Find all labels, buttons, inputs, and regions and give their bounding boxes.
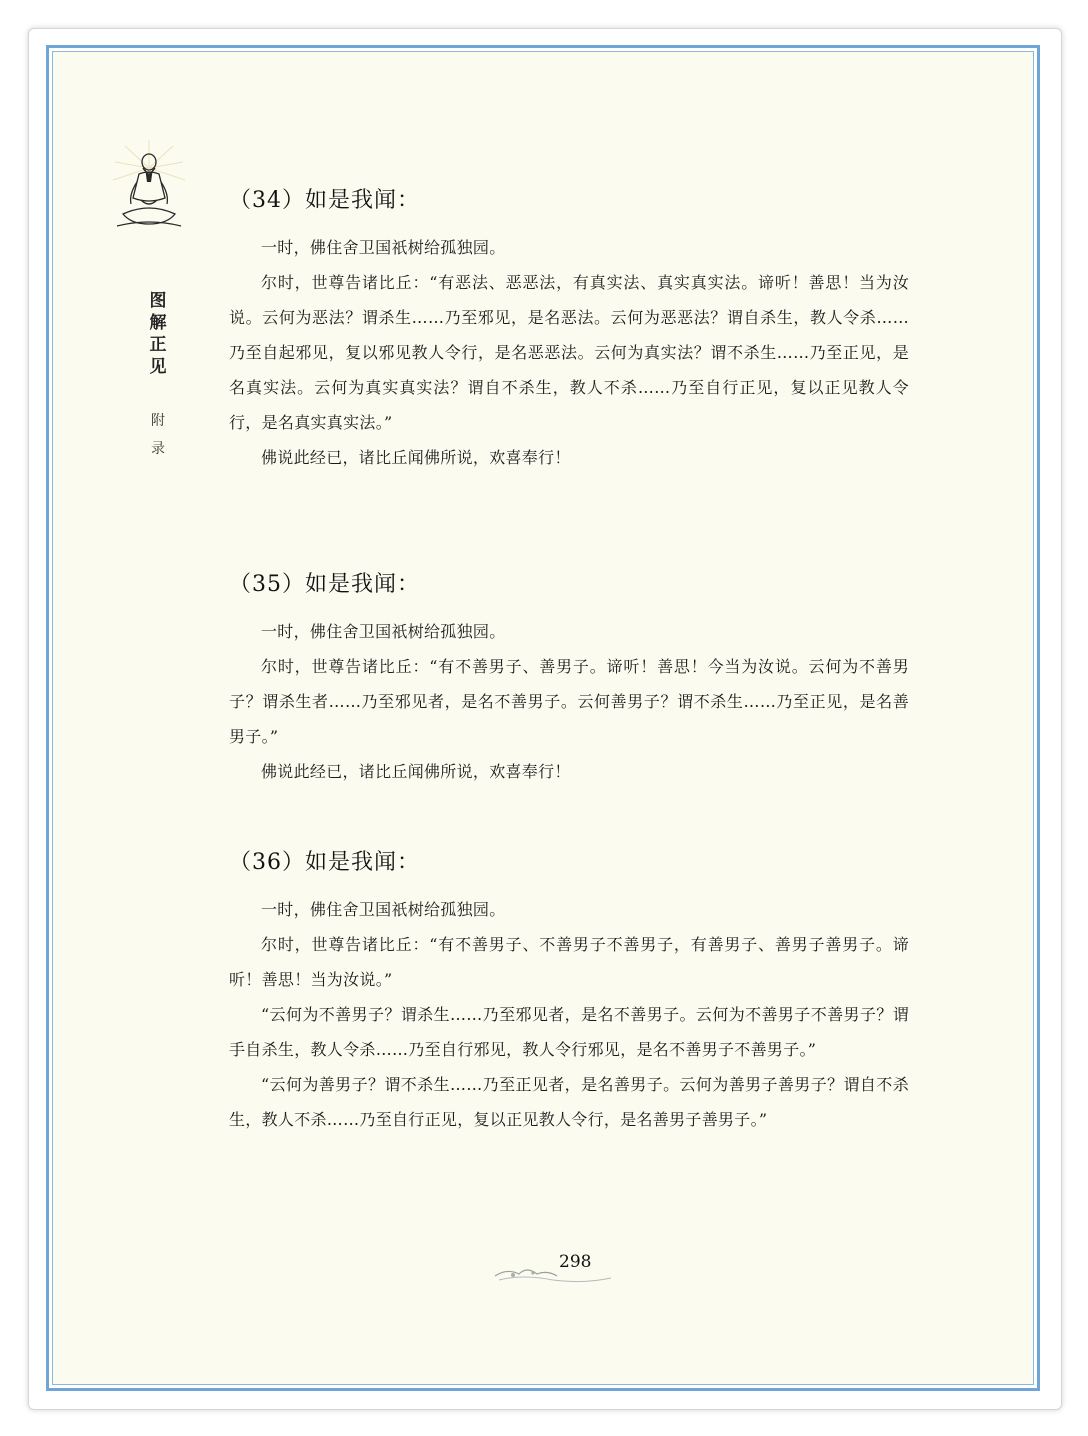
section-heading: （34）如是我闻： <box>229 188 420 213</box>
monk-illustration-icon <box>109 138 189 230</box>
side-title-char: 见 <box>149 357 167 377</box>
sutra-section-34 <box>229 186 909 475</box>
paragraph: 一时，佛住舍卫国祇树给孤独园。 <box>261 622 506 641</box>
paragraph: 佛说此经已，诸比丘闻佛所说，欢喜奉行！ <box>261 448 571 467</box>
paragraph: “云何为不善男子？谓杀生……乃至邪见者，是名不善男子。云何为不善男子不善男子？谓手自杀生，教人令杀……乃至自行邪见，教人令行邪见，是名不善男子不善男子。” <box>229 1005 909 1059</box>
paragraph: 佛说此经已，诸比丘闻佛所说，欢喜奉行！ <box>261 762 571 781</box>
section-heading: （36）如是我闻： <box>229 850 420 875</box>
side-sub-char: 录 <box>151 441 165 457</box>
side-title-char: 图 <box>149 291 167 311</box>
book-page <box>53 52 1033 1384</box>
paragraph: 一时，佛住舍卫国祇树给孤独园。 <box>261 900 506 919</box>
page-frame <box>46 45 1040 1391</box>
side-sub-char: 附 <box>151 413 165 429</box>
side-section-label <box>145 407 171 463</box>
section-heading: （35）如是我闻： <box>229 572 420 597</box>
sutra-section-35 <box>229 570 909 789</box>
paragraph: 尔时，世尊告诸比丘：“有不善男子、不善男子不善男子，有善男子、善男子善男子。谛听！善思！当为汝说。” <box>229 935 909 989</box>
paragraph: “云何为善男子？谓不杀生……乃至正见者，是名善男子。云何为善男子善男子？谓自不杀生，教人不杀……乃至自行正见，复以正见教人令行，是名善男子善男子。” <box>229 1075 909 1129</box>
sutra-section-36 <box>229 848 909 1137</box>
side-title-char: 正 <box>149 335 167 355</box>
paragraph: 尔时，世尊告诸比丘：“有恶法、恶恶法，有真实法、真实真实法。谛听！善思！当为汝说。云何为恶法？谓杀生……乃至邪见，是名恶法。云何为恶恶法？谓自杀生，教人令杀……乃至自起邪见，复以邪见教人令行，是名恶恶法。云何为真实法？谓不杀生……乃至正见，是名真实法。云何为真实真实法？谓自不杀生，教人不杀……乃至自行正见，复以正见教人令行，是名真实真实法。” <box>229 273 909 432</box>
side-title-char: 解 <box>149 313 167 333</box>
page-frame-inner <box>52 51 1034 1385</box>
footer-cloud-ornament-icon <box>493 1260 613 1284</box>
paragraph: 尔时，世尊告诸比丘：“有不善男子、善男子。谛听！善思！今当为汝说。云何为不善男子？谓杀生者……乃至邪见者，是名不善男子。云何善男子？谓不杀生……乃至正见，是名善男子。” <box>229 657 909 746</box>
paragraph: 一时，佛住舍卫国祇树给孤独园。 <box>261 238 506 257</box>
side-book-title <box>145 290 171 378</box>
page-number: 298 <box>559 1252 592 1272</box>
